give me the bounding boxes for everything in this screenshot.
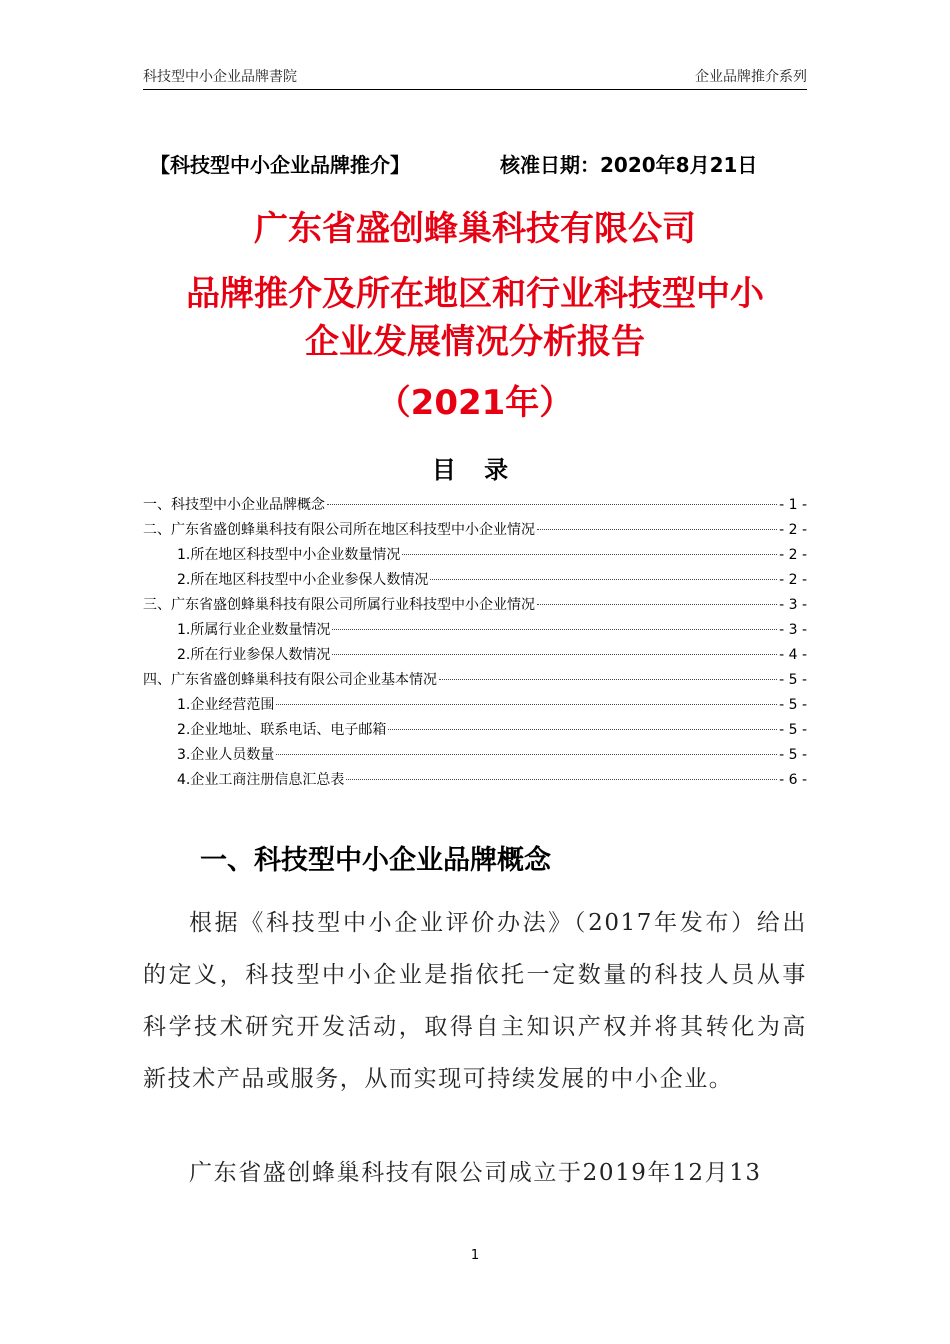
toc-entry-label: 2.所在行业参保人数情况 xyxy=(177,647,331,663)
toc-entry-page: - 6 - xyxy=(779,772,807,788)
toc-subentry[interactable] xyxy=(143,619,807,644)
toc-entry[interactable] xyxy=(143,519,807,544)
title-line-2: 品牌推介及所在地区和行业科技型中小 xyxy=(186,274,764,314)
toc-leader-dots xyxy=(439,679,777,680)
toc-subentry[interactable] xyxy=(143,769,807,794)
toc-entry-label: 4.企业工商注册信息汇总表 xyxy=(177,772,345,788)
toc-leader-dots xyxy=(430,579,777,580)
table-of-contents xyxy=(143,494,807,794)
toc-heading: 目 录 xyxy=(431,456,519,484)
toc-entry-page: - 5 - xyxy=(779,722,807,738)
toc-entry[interactable] xyxy=(143,669,807,694)
header-left-text: 科技型中小企业品牌書院 xyxy=(143,69,297,85)
toc-entry[interactable] xyxy=(143,494,807,519)
toc-entry-label: 1.企业经营范围 xyxy=(177,697,275,713)
body-paragraph-1 xyxy=(143,897,807,1105)
meta-line xyxy=(150,145,810,179)
toc-entry-label: 1.所在地区科技型中小企业数量情况 xyxy=(177,547,401,563)
toc-entry-page: - 5 - xyxy=(779,672,807,688)
toc-entry-page: - 2 - xyxy=(779,572,807,588)
toc-entry-label: 2.企业地址、联系电话、电子邮箱 xyxy=(177,722,387,738)
toc-leader-dots xyxy=(537,604,777,605)
toc-entry-label: 四、广东省盛创蜂巢科技有限公司企业基本情况 xyxy=(143,672,437,688)
toc-leader-dots xyxy=(276,704,777,705)
toc-entry-label: 三、广东省盛创蜂巢科技有限公司所属行业科技型中小企业情况 xyxy=(143,597,535,613)
toc-entry-label: 1.所属行业企业数量情况 xyxy=(177,622,331,638)
title-line-3: 企业发展情况分析报告 xyxy=(305,322,645,362)
toc-subentry[interactable] xyxy=(143,744,807,769)
toc-subentry[interactable] xyxy=(143,694,807,719)
toc-entry-page: - 2 - xyxy=(779,522,807,538)
toc-leader-dots xyxy=(276,754,777,755)
title-line-1: 广东省盛创蜂巢科技有限公司 xyxy=(254,209,696,249)
paragraph-text: 根据《科技型中小企业评价办法》（2017年发布）给出的定义，科技型中小企业是指依托一定数量的科技人员从事科学技术研究开发活动，取得自主知识产权并将其转化为高新技术产品或服务，从而实现可持续发展的中小企业。 xyxy=(143,910,807,1092)
toc-entry-label: 一、科技型中小企业品牌概念 xyxy=(143,497,325,513)
toc-leader-dots xyxy=(332,629,777,630)
page-header xyxy=(143,64,807,88)
toc-leader-dots xyxy=(537,529,777,530)
toc-entry-label: 2.所在地区科技型中小企业参保人数情况 xyxy=(177,572,429,588)
toc-entry-page: - 5 - xyxy=(779,747,807,763)
toc-entry[interactable] xyxy=(143,594,807,619)
toc-leader-dots xyxy=(346,779,777,780)
toc-subentry[interactable] xyxy=(143,569,807,594)
toc-entry-page: - 2 - xyxy=(779,547,807,563)
toc-leader-dots xyxy=(402,554,777,555)
toc-leader-dots xyxy=(332,654,777,655)
toc-leader-dots xyxy=(327,504,777,505)
page-number: 1 xyxy=(470,1248,480,1263)
toc-entry-page: - 5 - xyxy=(779,697,807,713)
toc-leader-dots xyxy=(388,729,777,730)
toc-subentry[interactable] xyxy=(143,544,807,569)
header-right-text: 企业品牌推介系列 xyxy=(695,69,807,85)
toc-subentry[interactable] xyxy=(143,644,807,669)
header-rule xyxy=(143,89,807,90)
toc-entry-label: 3.企业人员数量 xyxy=(177,747,275,763)
approval-date: 核准日期：2020年8月21日 xyxy=(500,153,758,177)
toc-entry-page: - 1 - xyxy=(779,497,807,513)
toc-entry-page: - 4 - xyxy=(779,647,807,663)
toc-entry-label: 二、广东省盛创蜂巢科技有限公司所在地区科技型中小企业情况 xyxy=(143,522,535,538)
title-year: （2021年） xyxy=(376,383,574,423)
paragraph-text: 广东省盛创蜂巢科技有限公司成立于2019年12月13 xyxy=(189,1160,762,1186)
body-paragraph-2 xyxy=(143,1147,807,1199)
section-heading: 一、科技型中小企业品牌概念 xyxy=(200,845,551,876)
toc-entry-page: - 3 - xyxy=(779,597,807,613)
toc-entry-page: - 3 - xyxy=(779,622,807,638)
category-tag: 【科技型中小企业品牌推介】 xyxy=(150,153,410,177)
toc-subentry[interactable] xyxy=(143,719,807,744)
